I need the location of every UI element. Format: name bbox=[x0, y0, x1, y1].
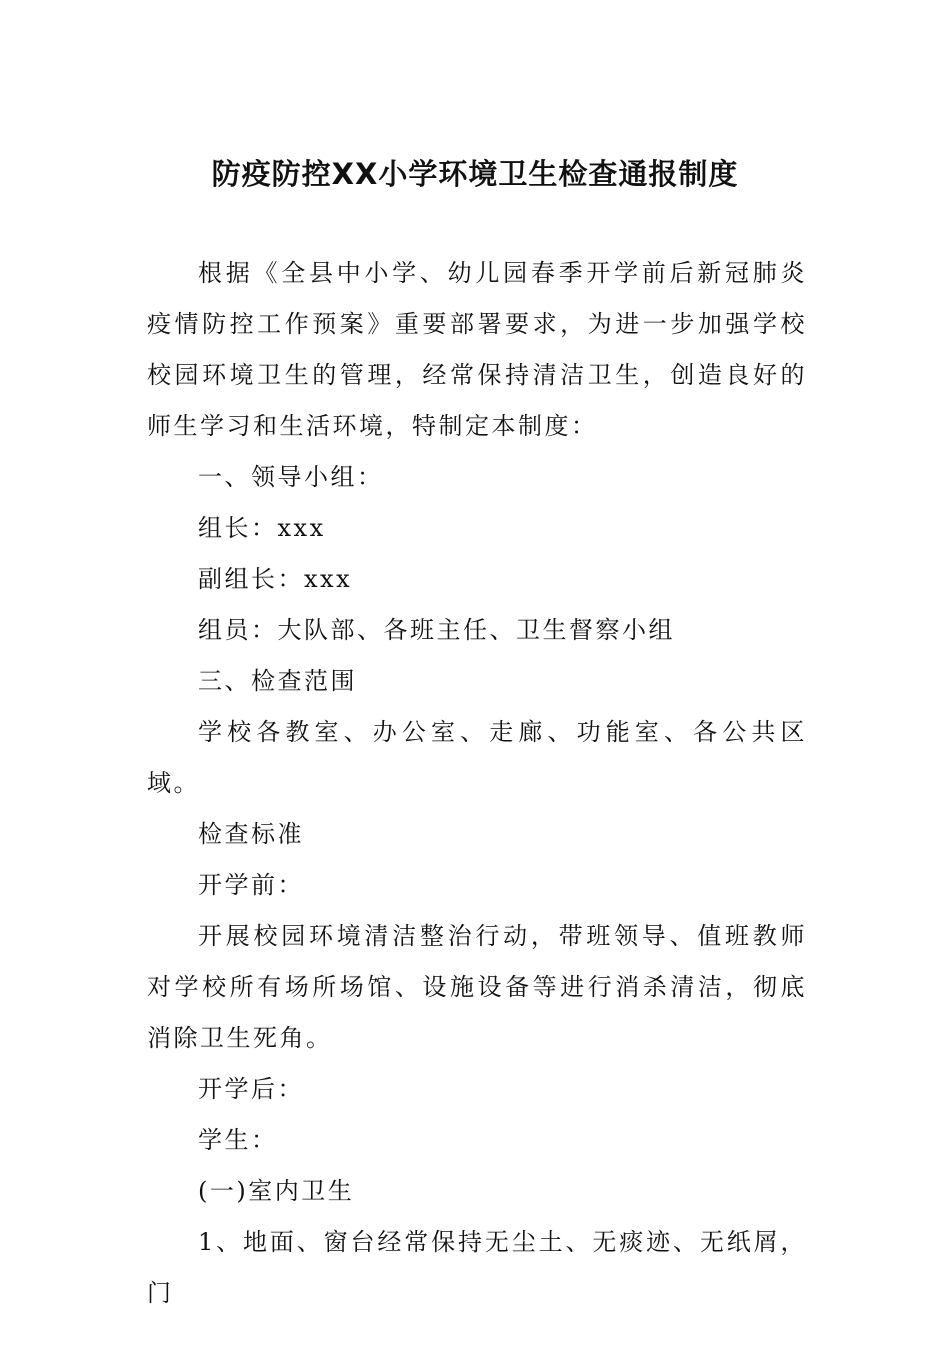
heading-inspection-standard: 检查标准 bbox=[198, 820, 304, 848]
heading-after-school: 开学后： bbox=[198, 1075, 304, 1103]
document-title: 防疫防控XX小学环境卫生检查通报制度 bbox=[211, 157, 739, 191]
paragraph-deputy-leader: 副组长：xxx bbox=[198, 565, 353, 593]
paragraph-before-school: 开展校园环境清洁整治行动，带班领导、值班教师对学校所有场所场馆、设施设备等进行消杀清洁，彻底消除卫生死角。 bbox=[147, 922, 807, 1052]
paragraph-intro: 根据《全县中小学、幼儿园春季开学前后新冠肺炎疫情防控工作预案》重要部署要求，为进一步加强学校校园环境卫生的管理，经常保持清洁卫生，创造良好的师生学习和生活环境，特制定本制度： bbox=[147, 259, 807, 440]
heading-students: 学生： bbox=[198, 1126, 278, 1154]
document-body bbox=[147, 248, 807, 1319]
heading-indoor-hygiene: (一)室内卫生 bbox=[198, 1177, 355, 1205]
paragraph-group-leader: 组长：xxx bbox=[198, 514, 326, 542]
heading-before-school: 开学前： bbox=[198, 871, 304, 899]
heading-leadership-group: 一、领导小组： bbox=[198, 463, 384, 491]
heading-inspection-scope: 三、检查范围 bbox=[198, 667, 357, 695]
paragraph-scope: 学校各教室、办公室、走廊、功能室、各公共区域。 bbox=[147, 718, 807, 797]
paragraph-item-1: 1、地面、窗台经常保持无尘土、无痰迹、无纸屑，门 bbox=[147, 1228, 807, 1307]
paragraph-members: 组员：大队部、各班主任、卫生督察小组 bbox=[198, 616, 675, 644]
